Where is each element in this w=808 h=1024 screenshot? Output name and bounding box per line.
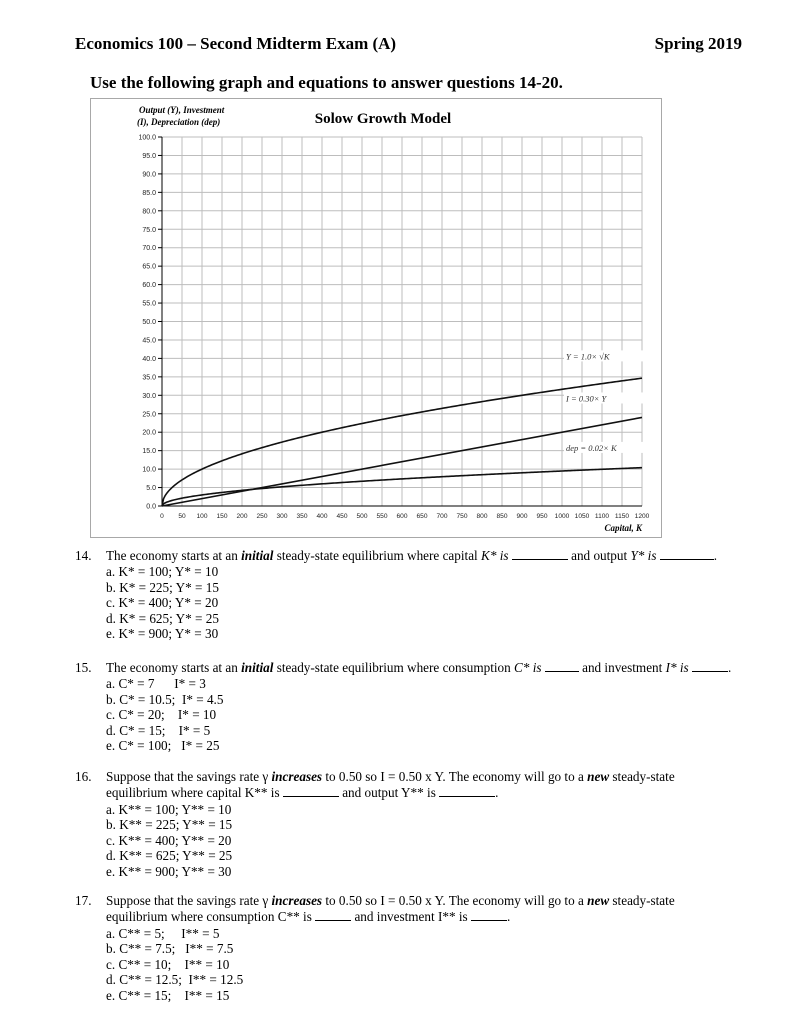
option-b[interactable]: b. K* = 225; Y* = 15 <box>106 579 219 595</box>
chart-svg <box>91 99 661 537</box>
question-15 <box>75 660 775 754</box>
question-14 <box>75 548 775 642</box>
x-tick-label: 100 <box>196 513 208 520</box>
option-e[interactable]: e. C* = 100; I* = 25 <box>106 738 220 754</box>
x-tick-label: 950 <box>536 513 548 520</box>
option-d[interactable]: d. K* = 625; Y* = 25 <box>106 610 219 626</box>
y-tick-label: 100.0 <box>138 134 156 142</box>
solow-chart <box>90 98 662 538</box>
x-axis-label: Capital, K <box>604 523 642 533</box>
option-c[interactable]: c. K** = 400; Y** = 20 <box>106 832 232 848</box>
y-tick-label: 30.0 <box>142 392 156 400</box>
y-tick-label: 15.0 <box>142 448 156 456</box>
exam-term: Spring 2019 <box>654 34 742 53</box>
x-tick-label: 600 <box>396 513 408 520</box>
x-tick-label: 1050 <box>574 513 590 520</box>
y-tick-label: 25.0 <box>142 411 156 419</box>
stem-text: steady-state <box>609 893 675 908</box>
stem-text: Suppose that the savings rate γ <box>106 893 272 908</box>
x-tick-label: 500 <box>356 513 368 520</box>
option-b[interactable]: b. C** = 7.5; I** = 7.5 <box>106 941 234 957</box>
stem-text: steady-state <box>609 769 675 784</box>
question-number: 15. <box>75 660 92 675</box>
y-axis-label-line1: Output (Y), Investment <box>139 105 225 115</box>
stem-text: steady-state equilibrium where consumption <box>273 660 515 675</box>
stem-text: . <box>495 785 499 801</box>
y-tick-label: 10.0 <box>142 466 156 474</box>
y-tick-label: 35.0 <box>142 374 156 382</box>
y-tick-label: 55.0 <box>142 300 156 308</box>
stem-text: The economy starts at an <box>106 660 242 675</box>
stem-var: Y* is <box>630 548 660 563</box>
question-stem <box>106 769 775 802</box>
question-stem <box>106 893 775 926</box>
series-label-dep: dep = 0.02× K <box>566 442 617 453</box>
x-tick-label: 1100 <box>594 513 610 520</box>
question-17 <box>75 893 775 1003</box>
question-number: 16. <box>75 769 92 784</box>
question-number: 17. <box>75 893 92 908</box>
y-tick-label: 65.0 <box>142 263 156 271</box>
stem-emphasis: increases <box>271 769 323 784</box>
x-tick-label: 1200 <box>634 513 650 520</box>
x-tick-label: 0 <box>160 513 164 520</box>
x-tick-label: 450 <box>336 513 348 520</box>
x-tick-label: 700 <box>436 513 448 520</box>
option-d[interactable]: d. C** = 12.5; I** = 12.5 <box>106 972 244 988</box>
instruction: Use the following graph and equations to answer questions 14-20. <box>90 73 563 92</box>
series-label-I: I = 0.30× Y <box>566 393 607 404</box>
option-d[interactable]: d. K** = 625; Y** = 25 <box>106 848 233 864</box>
x-tick-label: 650 <box>416 513 428 520</box>
y-tick-label: 85.0 <box>142 189 156 197</box>
x-tick-label: 50 <box>178 513 186 520</box>
option-d[interactable]: d. C* = 15; I* = 5 <box>106 722 211 738</box>
option-e[interactable]: e. C** = 15; I** = 15 <box>106 987 230 1003</box>
chart-title: Solow Growth Model <box>314 111 452 127</box>
options <box>106 676 775 754</box>
y-tick-label: 5.0 <box>146 485 156 493</box>
y-tick-label: 20.0 <box>142 429 156 437</box>
stem-text: to 0.50 so I = 0.50 x Y. The economy will go to a <box>322 893 588 908</box>
stem-var: C* is <box>514 660 545 675</box>
x-tick-label: 1000 <box>554 513 570 520</box>
y-tick-label: 0.0 <box>146 503 156 511</box>
stem-text: . <box>713 548 718 563</box>
option-b[interactable]: b. C* = 10.5; I* = 4.5 <box>106 691 224 707</box>
x-tick-label: 350 <box>296 513 308 520</box>
question-number: 14. <box>75 548 92 563</box>
stem-text: The economy starts at an <box>106 548 242 563</box>
answer-blank[interactable] <box>439 785 495 797</box>
options <box>106 926 775 1004</box>
options <box>106 802 775 880</box>
y-tick-label: 40.0 <box>142 355 156 363</box>
stem-text: steady-state equilibrium where capital <box>273 548 482 563</box>
answer-blank[interactable] <box>283 785 339 797</box>
exam-title: Economics 100 – Second Midterm Exam (A) <box>75 34 397 53</box>
y-tick-label: 75.0 <box>142 226 156 234</box>
series-label-Y: Y = 1.0× √K <box>566 351 610 362</box>
stem-emphasis: initial <box>241 660 274 675</box>
stem-text: and investment I** is <box>351 909 471 925</box>
stem-var: K* is <box>481 548 512 563</box>
x-tick-label: 250 <box>256 513 268 520</box>
option-c[interactable]: c. C** = 10; I** = 10 <box>106 956 230 972</box>
answer-blank[interactable] <box>545 660 579 672</box>
option-e[interactable]: e. K* = 900; Y* = 30 <box>106 626 219 642</box>
option-e[interactable]: e. K** = 900; Y** = 30 <box>106 863 232 879</box>
y-tick-label: 80.0 <box>142 208 156 216</box>
stem-text: to 0.50 so I = 0.50 x Y. The economy will go to a <box>322 769 588 784</box>
stem-text: . <box>506 909 511 925</box>
stem-emphasis: increases <box>271 893 323 908</box>
answer-blank[interactable] <box>660 548 714 560</box>
y-tick-label: 90.0 <box>142 171 156 179</box>
y-axis-label-line2: (I), Depreciation (dep) <box>137 117 221 127</box>
x-tick-label: 1150 <box>614 513 630 520</box>
x-tick-label: 150 <box>216 513 228 520</box>
x-tick-label: 550 <box>376 513 388 520</box>
option-a[interactable]: a. C* = 7 I* = 3 <box>106 676 206 692</box>
stem-text: and output <box>567 548 631 563</box>
y-tick-label: 60.0 <box>142 282 156 290</box>
x-tick-label: 750 <box>456 513 468 520</box>
stem-text: and output Y** is <box>338 785 440 801</box>
stem-text: Suppose that the savings rate γ <box>106 769 272 784</box>
y-tick-label: 45.0 <box>142 337 156 345</box>
options <box>106 564 775 642</box>
stem-text: . <box>727 660 732 675</box>
x-tick-label: 300 <box>276 513 288 520</box>
stem-emphasis: new <box>587 893 610 908</box>
option-c[interactable]: c. K* = 400; Y* = 20 <box>106 595 219 611</box>
x-tick-label: 400 <box>316 513 328 520</box>
question-stem <box>106 548 775 564</box>
answer-blank[interactable] <box>692 660 728 672</box>
answer-blank[interactable] <box>315 909 351 921</box>
y-tick-label: 70.0 <box>142 245 156 253</box>
stem-emphasis: initial <box>241 548 274 563</box>
option-b[interactable]: b. K** = 225; Y** = 15 <box>106 817 233 833</box>
stem-var: I* is <box>665 660 692 675</box>
y-tick-label: 50.0 <box>142 319 156 326</box>
x-tick-label: 850 <box>496 513 508 520</box>
option-c[interactable]: c. C* = 20; I* = 10 <box>106 707 217 723</box>
stem-emphasis: new <box>587 769 610 784</box>
answer-blank[interactable] <box>512 548 568 560</box>
option-a[interactable]: a. K** = 100; Y** = 10 <box>106 801 232 817</box>
answer-blank[interactable] <box>471 909 507 921</box>
x-tick-label: 800 <box>476 513 488 520</box>
stem-text: equilibrium where consumption C** is <box>106 909 316 925</box>
stem-text: equilibrium where capital K** is <box>106 785 283 801</box>
question-stem <box>106 660 775 676</box>
option-a[interactable]: a. K* = 100; Y* = 10 <box>106 564 219 580</box>
stem-text: and investment <box>578 660 666 675</box>
y-tick-label: 95.0 <box>142 152 156 160</box>
x-tick-label: 200 <box>236 513 248 520</box>
x-tick-label: 900 <box>516 513 528 520</box>
option-a[interactable]: a. C** = 5; I** = 5 <box>106 925 220 941</box>
question-16 <box>75 769 775 879</box>
